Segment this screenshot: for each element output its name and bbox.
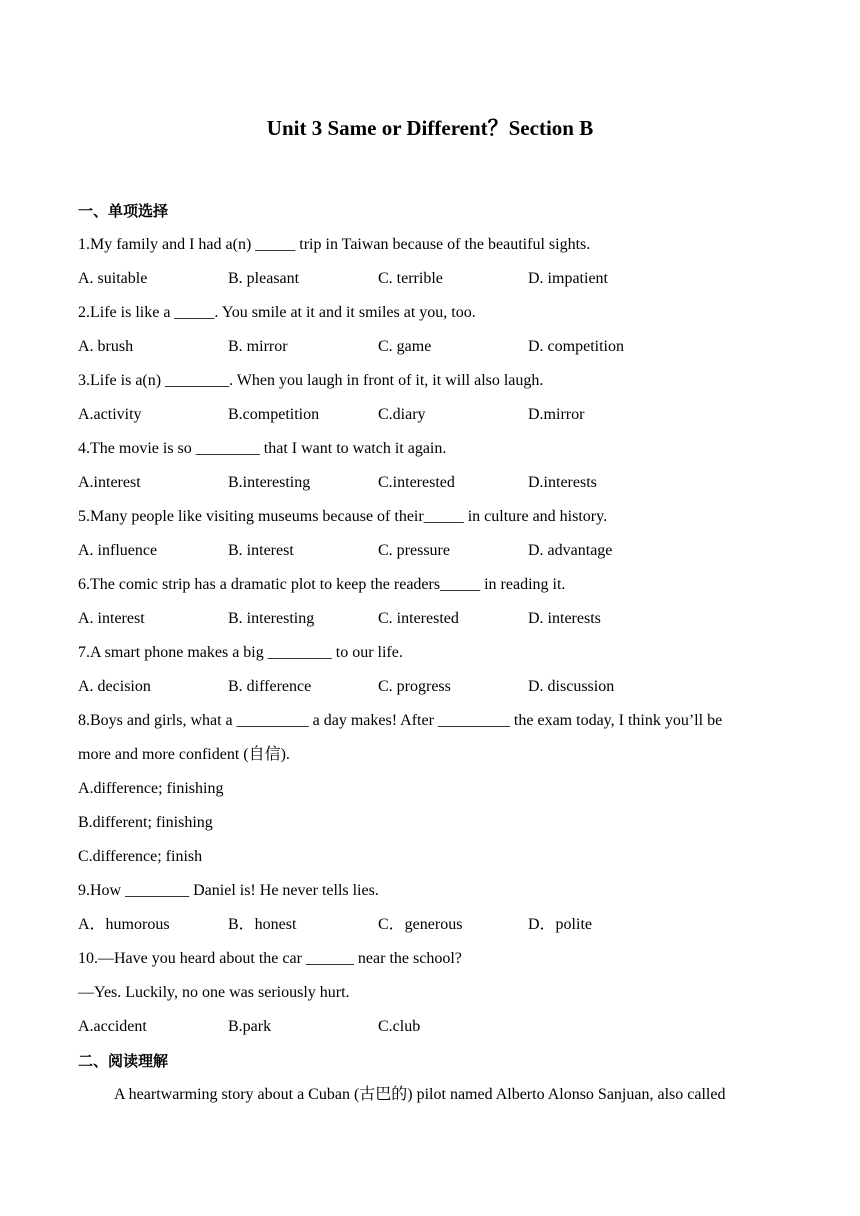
option-b: B.park [228, 1018, 272, 1035]
option-c: C. pressure [378, 542, 450, 559]
option-a: A.interest [78, 474, 141, 491]
question-options [78, 466, 788, 500]
option-b: B. interest [228, 542, 294, 559]
question-options [78, 1010, 788, 1044]
option-b: B.competition [228, 406, 320, 423]
content [78, 194, 788, 1112]
question-stem: 10.—Have you heard about the car ______ near the school? [78, 950, 462, 967]
question-options [78, 908, 788, 942]
option-a: A. suitable [78, 270, 148, 287]
question-options [78, 398, 788, 432]
question-stem: 7.A smart phone makes a big ________ to our life. [78, 644, 403, 661]
option-d: D. advantage [528, 542, 613, 559]
question-options [78, 602, 788, 636]
reading-paragraph: A heartwarming story about a Cuban (古巴的) pilot named Alberto Alonso Sanjuan, also called [114, 1086, 726, 1103]
question-stem: 6.The comic strip has a dramatic plot to keep the readers_____ in reading it. [78, 576, 566, 593]
question-stem: 2.Life is like a _____. You smile at it and it smiles at you, too. [78, 304, 476, 321]
option-b: B. interesting [228, 610, 315, 627]
question-stem-continued: more and more confident (自信). [78, 746, 290, 763]
option-c: C. terrible [378, 270, 443, 287]
section-heading-reading: 二、阅读理解 [78, 1052, 169, 1070]
question-stem: 9.How ________ Daniel is! He never tells lies. [78, 882, 379, 899]
option-c: C.interested [378, 474, 455, 491]
question-options [78, 262, 788, 296]
question-stem: 1.My family and I had a(n) _____ trip in Taiwan because of the beautiful sights. [78, 236, 591, 253]
option-a: A. brush [78, 338, 134, 355]
option-a: A.difference; finishing [78, 780, 224, 797]
page-title: Unit 3 Same or Different？Section B [266, 116, 594, 140]
option-a: A. influence [78, 542, 158, 559]
option-b: B.different; finishing [78, 814, 213, 831]
option-b: B. pleasant [228, 270, 300, 287]
option-b: B. mirror [228, 338, 288, 355]
section-heading-single-choice: 一、单项选择 [78, 202, 169, 220]
option-c: C.difference; finish [78, 848, 203, 865]
option-c: C.diary [378, 406, 426, 423]
option-a: A. decision [78, 678, 151, 695]
option-c: C.club [378, 1018, 421, 1035]
option-d: D. discussion [528, 678, 615, 695]
option-d: D. impatient [528, 270, 608, 287]
option-d: D. competition [528, 338, 624, 355]
question-options [78, 534, 788, 568]
question-stem: 8.Boys and girls, what a _________ a day makes! After _________ the exam today, I think you’ll be [78, 712, 723, 729]
question-stem-reply: —Yes. Luckily, no one was seriously hurt. [78, 984, 350, 1001]
option-b: B. difference [228, 678, 312, 695]
question-stem: 5.Many people like visiting museums because of their_____ in culture and history. [78, 508, 608, 525]
option-b: B．honest [228, 916, 297, 933]
option-b: B.interesting [228, 474, 311, 491]
option-d: D．polite [528, 916, 592, 933]
question-options [78, 670, 788, 704]
option-c: C．generous [378, 916, 463, 933]
option-a: A. interest [78, 610, 145, 627]
question-stem: 4.The movie is so ________ that I want to watch it again. [78, 440, 447, 457]
option-d: D. interests [528, 610, 601, 627]
question-stem: 3.Life is a(n) ________. When you laugh in front of it, it will also laugh. [78, 372, 544, 389]
option-c: C. interested [378, 610, 459, 627]
option-d: D.interests [528, 474, 597, 491]
option-a: A.accident [78, 1018, 147, 1035]
option-a: A.activity [78, 406, 142, 423]
option-c: C. progress [378, 678, 451, 695]
option-d: D.mirror [528, 406, 585, 423]
option-a: A．humorous [78, 916, 170, 933]
question-options [78, 330, 788, 364]
option-c: C. game [378, 338, 432, 355]
